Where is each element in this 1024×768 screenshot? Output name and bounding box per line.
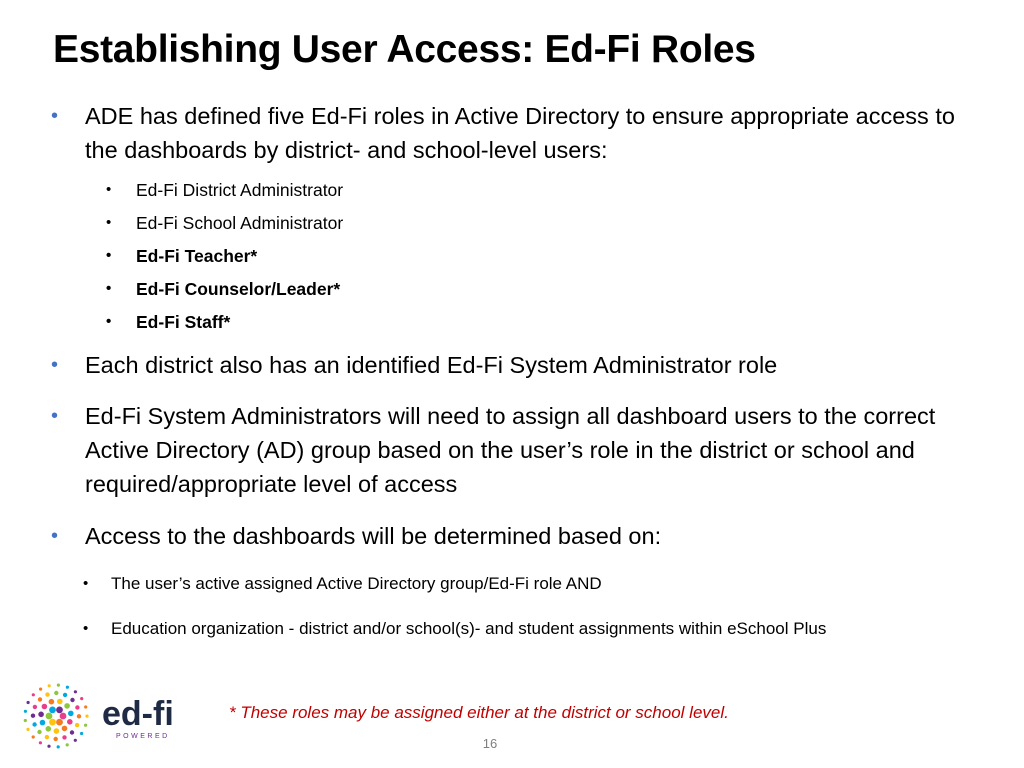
logo-dot	[33, 705, 37, 709]
bullet-assign-users	[51, 399, 955, 501]
role-item	[106, 278, 736, 300]
logo-dot	[70, 698, 74, 702]
logo-dot	[47, 745, 50, 748]
role-label: Ed-Fi School Administrator	[136, 213, 344, 233]
logo-dot	[80, 732, 83, 735]
logo-dot	[56, 707, 63, 714]
logo-dot	[84, 724, 87, 727]
logo-tagline: POWERED	[116, 733, 170, 740]
logo-dot	[75, 705, 79, 709]
logo-dot	[32, 722, 36, 726]
logo-dot	[40, 720, 46, 726]
logo-dot	[54, 737, 58, 741]
access-criterion	[83, 570, 961, 597]
logo-dot	[32, 693, 35, 696]
logo-dot	[67, 719, 73, 725]
bullet-marker: •	[51, 105, 59, 127]
bullet-system-admin-role	[51, 348, 955, 382]
bullet-marker: •	[51, 525, 59, 547]
role-item	[106, 212, 736, 234]
logo-dot	[57, 684, 60, 687]
bullet-marker: •	[106, 313, 112, 330]
logo-dot	[42, 704, 48, 710]
ed-fi-logo	[22, 680, 197, 752]
logo-dot	[74, 739, 77, 742]
bullet-marker: •	[51, 405, 59, 427]
role-item	[106, 179, 736, 201]
logo-dot	[48, 684, 51, 687]
bullet-marker: •	[106, 247, 112, 264]
logo-dot	[49, 699, 55, 705]
logo-dot	[84, 705, 87, 708]
logo-dot	[46, 726, 52, 732]
logo-dot	[74, 690, 77, 693]
logo-wordmark: ed-fi	[102, 695, 174, 733]
logo-dot	[27, 701, 30, 704]
logo-dot	[45, 692, 49, 696]
bullet-roles-intro	[51, 99, 955, 167]
bullet-marker: •	[106, 214, 112, 231]
logo-dot	[38, 712, 44, 718]
logo-dot	[85, 715, 88, 718]
logo-dot	[62, 726, 68, 732]
page-number: 16	[482, 736, 498, 751]
bullet-text: Access to the dashboards will be determined based on:	[85, 523, 662, 549]
logo-dot	[49, 707, 56, 714]
logo-dot	[56, 719, 63, 726]
bullet-text: Each district also has an identified Ed-Fi System Administrator role	[85, 352, 778, 378]
logo-dot	[54, 728, 60, 734]
criterion-text: The user’s active assigned Active Directory group/Ed-Fi role AND	[111, 574, 602, 593]
logo-dot	[66, 743, 69, 746]
role-label: Ed-Fi Teacher*	[136, 246, 258, 266]
bullet-text: ADE has defined five Ed-Fi roles in Active Directory to ensure appropriate access to the dashboards by district- and school-level users:	[85, 103, 955, 163]
slide-title: Establishing User Access: Ed-Fi Roles	[53, 28, 756, 71]
logo-dot	[37, 730, 41, 734]
logo-dot	[60, 713, 67, 720]
logo-dot	[57, 699, 63, 705]
logo-dot	[24, 719, 27, 722]
bullet-text: Ed-Fi System Administrators will need to assign all dashboard users to the correct Active Directory (AD) group based on the user’s role in the district or school and required/appropriate level of access	[85, 403, 936, 497]
logo-dot	[49, 719, 56, 726]
bullet-marker: •	[51, 354, 59, 376]
access-criterion	[83, 615, 961, 642]
ed-fi-logo-graphic	[22, 680, 197, 752]
logo-dot	[46, 713, 53, 720]
bullet-access-basis	[51, 519, 955, 553]
logo-dot	[24, 710, 27, 713]
logo-dot	[66, 686, 69, 689]
role-label: Ed-Fi District Administrator	[136, 180, 344, 200]
logo-dot	[38, 697, 42, 701]
logo-dot	[64, 703, 70, 709]
roles-footnote: * These roles may be assigned either at the district or school level.	[229, 703, 729, 722]
role-item	[106, 245, 736, 267]
role-item	[106, 311, 736, 333]
logo-dot	[32, 735, 35, 738]
logo-dot	[45, 735, 49, 739]
role-label: Ed-Fi Staff*	[136, 312, 231, 332]
logo-dot	[63, 693, 67, 697]
logo-dot	[80, 697, 83, 700]
logo-dot	[70, 730, 74, 734]
criterion-text: Education organization - district and/or school(s)- and student assignments within eSchool Plus	[111, 619, 827, 638]
logo-dot	[57, 745, 60, 748]
logo-dot	[77, 714, 81, 718]
bullet-marker: •	[106, 280, 112, 297]
logo-dot	[31, 714, 35, 718]
bullet-marker: •	[83, 620, 89, 637]
bullet-marker: •	[106, 181, 112, 198]
bullet-marker: •	[83, 575, 89, 592]
logo-dot	[54, 691, 58, 695]
logo-dot	[39, 688, 42, 691]
logo-dot	[26, 728, 29, 731]
role-label: Ed-Fi Counselor/Leader*	[136, 279, 341, 299]
logo-dot	[75, 723, 79, 727]
logo-dot	[62, 735, 66, 739]
logo-dot	[68, 711, 74, 717]
logo-dot	[39, 741, 42, 744]
